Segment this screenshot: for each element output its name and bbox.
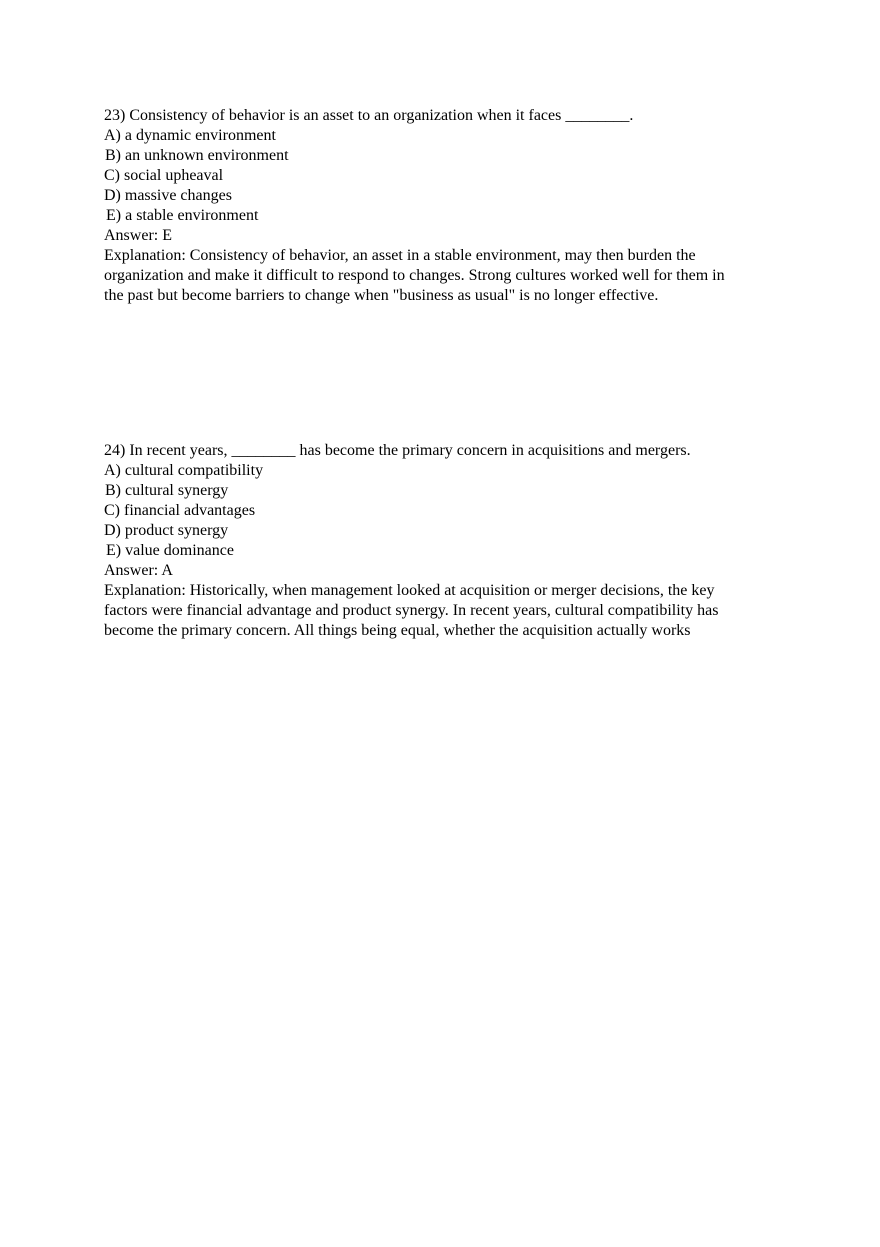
explanation-line: organization and make it difficult to respond to changes. Strong cultures worked well for them in [104, 267, 725, 284]
question-24 [104, 441, 794, 641]
answer: Answer: E [104, 227, 172, 244]
choice-d: D) product synergy [104, 522, 229, 539]
explanation-line: Explanation: Consistency of behavior, an asset in a stable environment, may then burden the [104, 247, 696, 264]
choice-a: A) cultural compatibility [104, 462, 264, 479]
choice-a: A) a dynamic environment [104, 127, 276, 144]
explanation [104, 581, 794, 641]
choice-c: C) social upheaval [104, 167, 224, 184]
choice-e: E) a stable environment [106, 207, 259, 224]
choice-b: B) cultural synergy [105, 482, 229, 499]
choice-b: B) an unknown environment [105, 147, 289, 164]
question-stem: 24) In recent years, ________ has become the primary concern in acquisitions and mergers. [104, 442, 691, 459]
explanation-line: Explanation: Historically, when management looked at acquisition or merger decisions, the key [104, 582, 715, 599]
question-stem: 23) Consistency of behavior is an asset to an organization when it faces ________. [104, 107, 634, 124]
answer: Answer: A [104, 562, 173, 579]
question-23 [104, 106, 794, 306]
explanation-line: the past but become barriers to change when "business as usual" is no longer effective. [104, 287, 659, 304]
choice-c: C) financial advantages [104, 502, 256, 519]
choice-e: E) value dominance [106, 542, 234, 559]
explanation-line: become the primary concern. All things being equal, whether the acquisition actually works [104, 622, 691, 639]
choice-d: D) massive changes [104, 187, 232, 204]
explanation [104, 246, 794, 306]
explanation-line: factors were financial advantage and product synergy. In recent years, cultural compatibility has [104, 602, 719, 619]
